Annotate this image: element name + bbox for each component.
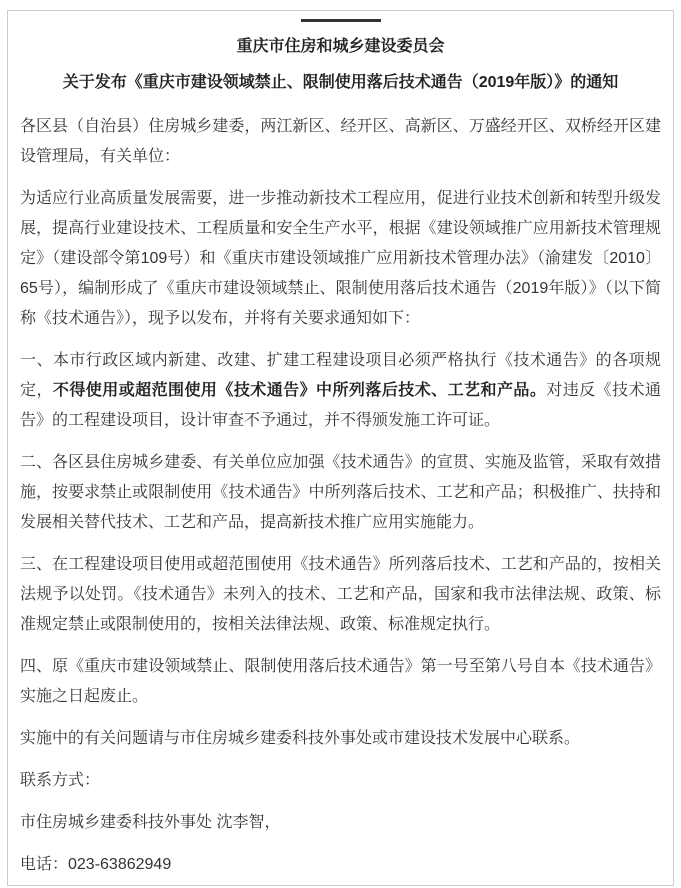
item-1-paragraph: [20, 346, 661, 436]
item-1-post-text: 对违反《技术通告》的工程建设项目，设计审查不予通过，并不得颁发施工许可证。: [20, 382, 661, 429]
item-3-paragraph: 三、在工程建设项目使用或超范围使用《技术通告》所列落后技术、工艺和产品的，按相关法规予以处罚。《技术通告》未列入的技术、工艺和产品，国家和我市法律法规、政策、标准规定禁止或限制使用的，按相关法律法规、政策、标准规定执行。: [20, 556, 661, 633]
contact-phone: 电话：023-63862949: [20, 856, 172, 873]
item-4-paragraph: 四、原《重庆市建设领域禁止、限制使用落后技术通告》第一号至第八号自本《技术通告》实施之日起废止。: [20, 658, 661, 705]
item-1-bold-text: 不得使用或超范围使用《技术通告》中所列落后技术、工艺和产品。: [52, 382, 547, 399]
item-1-pre-text: 一、本市行政区域内新建、改建、扩建工程建设项目必须严格执行《技术通告》的各项规定，: [20, 352, 661, 399]
contact-note-paragraph: 实施中的有关问题请与市住房城乡建委科技外事处或市建设技术发展中心联系。: [20, 730, 581, 747]
organization-title: 重庆市住房和城乡建设委员会: [236, 38, 445, 55]
salutation-paragraph: 各区县（自治县）住房城乡建委，两江新区、经开区、高新区、万盛经开区、双桥经开区建设管理局，有关单位：: [20, 118, 661, 165]
contact-label: 联系方式：: [20, 772, 101, 789]
document-title: 关于发布《重庆市建设领域禁止、限制使用落后技术通告（2019年版）》的通知: [62, 74, 619, 91]
intro-paragraph: 为适应行业高质量发展需要，进一步推动新技术工程应用，促进行业技术创新和转型升级发展，提高行业建设技术、工程质量和安全生产水平，根据《建设领域推广应用新技术管理规定》（建设部令第109号）和《重庆市建设领域推广应用新技术管理办法》（渝建发〔2010〕65号），编制形成了《重庆市建设领域禁止、限制使用落后技术通告（2019年版）》（以下简称《技术通告》），现予以发布，并将有关要求通知如下：: [20, 190, 661, 327]
contact-person: 市住房城乡建委科技外事处 沈李智，: [20, 814, 281, 831]
document-frame: [7, 10, 674, 886]
item-2-paragraph: 二、各区县住房城乡建委、有关单位应加强《技术通告》的宣贯、实施及监管，采取有效措施，按要求禁止或限制使用《技术通告》中所列落后技术、工艺和产品；积极推广、扶持和发展相关替代技术、工艺和产品，提高新技术推广应用实施能力。: [20, 454, 661, 531]
top-divider-line: [301, 19, 381, 22]
